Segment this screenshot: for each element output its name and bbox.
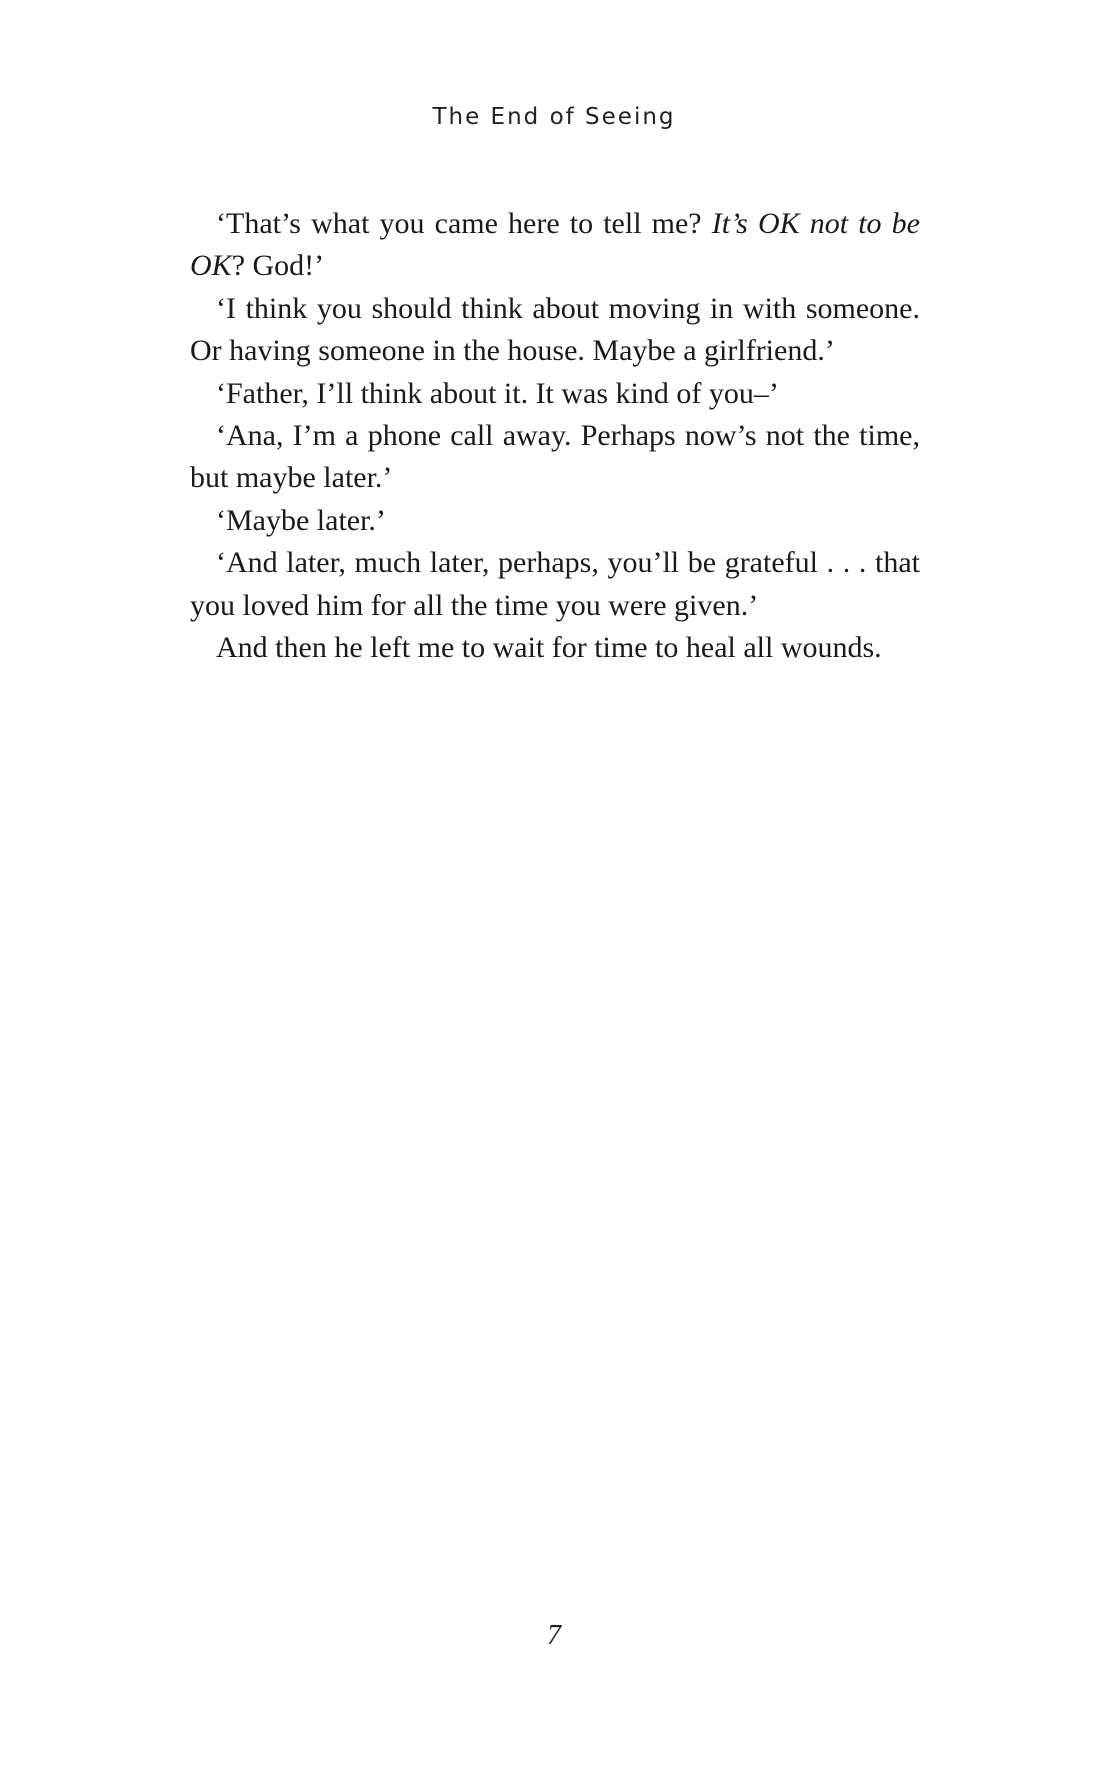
paragraph: ‘Father, I’ll think about it. It was kind of you–’ bbox=[216, 376, 779, 410]
paragraph: ‘I think you should think about moving in with someone. Or having someone in the house. Maybe a girlfriend.’ bbox=[190, 291, 920, 368]
paragraph: ‘Ana, I’m a phone call away. Perhaps now’s not the time, but maybe later.’ bbox=[190, 419, 920, 495]
paragraph bbox=[190, 203, 920, 288]
body-text bbox=[190, 203, 920, 669]
paragraph: And then he left me to wait for time to heal all wounds. bbox=[216, 631, 882, 665]
paragraph-text: ‘That’s what you came here to tell me? bbox=[216, 207, 712, 240]
running-head: The End of Seeing bbox=[432, 104, 676, 130]
paragraph-text: ? God!’ bbox=[231, 249, 325, 283]
page-number: 7 bbox=[547, 1620, 561, 1651]
paragraph: ‘Maybe later.’ bbox=[216, 503, 386, 537]
paragraph: ‘And later, much later, perhaps, you’ll be grateful . . . that you loved him for all the time you were given.’ bbox=[190, 546, 920, 622]
italic-phrase: It’s OK not to be OK bbox=[190, 207, 920, 283]
